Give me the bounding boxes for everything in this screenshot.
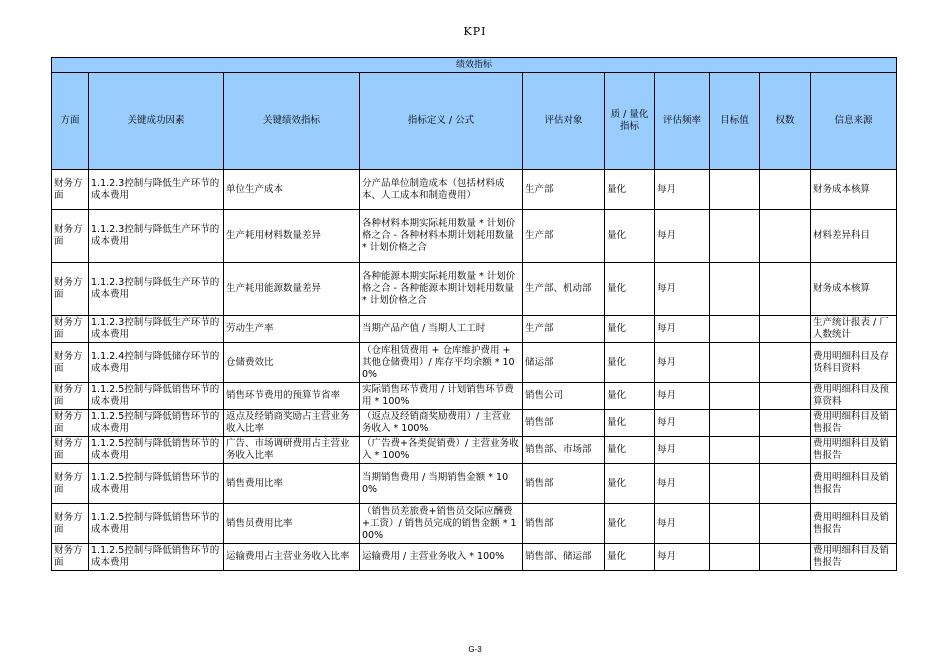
cell-target: [710, 383, 760, 410]
cell-kpi-name: 返点及经销商奖励占主营业务收入比率: [224, 410, 360, 437]
table-header-row: [52, 73, 897, 170]
cell-info-source: 生产统计报表 / 厂人数统计: [811, 316, 897, 343]
cell-evaluatee: 储运部: [523, 343, 605, 383]
cell-frequency: 每月: [655, 316, 710, 343]
cell-definition: 运输费用 / 主营业务收入 * 100%: [360, 544, 523, 571]
cell-weight: [760, 343, 811, 383]
cell-evaluatee: 销售部: [523, 504, 605, 544]
cell-definition: （仓库租赁费用 + 仓库维护费用 + 其他仓储费用）/ 库存平均余额 * 100%: [360, 343, 523, 383]
table-row: [52, 464, 897, 504]
cell-frequency: 每月: [655, 210, 710, 263]
cell-frequency: 每月: [655, 263, 710, 316]
cell-key-success-factor: 1.1.2.4控制与降低储存环节的成本费用: [89, 343, 224, 383]
header-quality-quantity: 质 / 量化指标: [605, 73, 655, 170]
cell-definition: 分产品单位制造成本（包括材料成本、人工成本和制造费用）: [360, 170, 523, 210]
cell-key-success-factor: 1.1.2.5控制与降低销售环节的成本费用: [89, 504, 224, 544]
cell-weight: [760, 383, 811, 410]
cell-target: [710, 316, 760, 343]
cell-evaluatee: 生产部: [523, 316, 605, 343]
cell-evaluatee: 销售部、市场部: [523, 437, 605, 464]
cell-weight: [760, 464, 811, 504]
cell-target: [710, 170, 760, 210]
table-row: [52, 263, 897, 316]
header-target: 目标值: [710, 73, 760, 170]
cell-kpi-name: 广告、市场调研费用占主营业务收入比率: [224, 437, 360, 464]
table-row: [52, 504, 897, 544]
cell-quality-quantity: 量化: [605, 263, 655, 316]
cell-aspect: 财务方面: [52, 210, 89, 263]
cell-frequency: 每月: [655, 437, 710, 464]
cell-kpi-name: 仓储费效比: [224, 343, 360, 383]
cell-weight: [760, 544, 811, 571]
cell-quality-quantity: 量化: [605, 383, 655, 410]
page-title: KPI: [463, 25, 487, 38]
cell-aspect: 财务方面: [52, 504, 89, 544]
cell-key-success-factor: 1.1.2.5控制与降低销售环节的成本费用: [89, 437, 224, 464]
cell-definition: 当期产品产值 / 当期人工工时: [360, 316, 523, 343]
cell-weight: [760, 410, 811, 437]
cell-frequency: 每月: [655, 383, 710, 410]
header-aspect: 方面: [52, 73, 89, 170]
cell-info-source: 费用明细科目及存货科目资料: [811, 343, 897, 383]
table-row: [52, 343, 897, 383]
cell-quality-quantity: 量化: [605, 437, 655, 464]
cell-aspect: 财务方面: [52, 464, 89, 504]
cell-definition: （销售员差旅费+销售员交际应酬费+工资）/ 销售员完成的销售金额 * 100%: [360, 504, 523, 544]
cell-info-source: 费用明细科目及销售报告: [811, 437, 897, 464]
kpi-table: [51, 57, 897, 571]
cell-info-source: 费用明细科目及预算资料: [811, 383, 897, 410]
cell-weight: [760, 263, 811, 316]
cell-definition: 实际销售环节费用 / 计划销售环节费用 * 100%: [360, 383, 523, 410]
cell-info-source: 财务成本核算: [811, 263, 897, 316]
cell-frequency: 每月: [655, 410, 710, 437]
kpi-table-body: [52, 170, 897, 571]
cell-target: [710, 210, 760, 263]
cell-key-success-factor: 1.1.2.5控制与降低销售环节的成本费用: [89, 464, 224, 504]
cell-aspect: 财务方面: [52, 544, 89, 571]
cell-definition: 各种能源本期实际耗用数量 * 计划价格之合 - 各种能源本期计划耗用数量 * 计划价格之合: [360, 263, 523, 316]
cell-definition: 当期销售费用 / 当期销售金额 * 100%: [360, 464, 523, 504]
cell-frequency: 每月: [655, 464, 710, 504]
cell-kpi-name: 运输费用占主营业务收入比率: [224, 544, 360, 571]
cell-target: [710, 263, 760, 316]
cell-weight: [760, 210, 811, 263]
cell-info-source: 费用明细科目及销售报告: [811, 504, 897, 544]
cell-aspect: 财务方面: [52, 170, 89, 210]
cell-weight: [760, 316, 811, 343]
header-info-source: 信息来源: [811, 73, 897, 170]
header-weight: 权数: [760, 73, 811, 170]
cell-aspect: 财务方面: [52, 383, 89, 410]
cell-kpi-name: 销售费用比率: [224, 464, 360, 504]
table-banner: 绩效指标: [52, 58, 897, 73]
cell-weight: [760, 437, 811, 464]
cell-target: [710, 343, 760, 383]
cell-kpi-name: 劳动生产率: [224, 316, 360, 343]
cell-target: [710, 464, 760, 504]
cell-target: [710, 410, 760, 437]
cell-aspect: 财务方面: [52, 437, 89, 464]
cell-frequency: 每月: [655, 504, 710, 544]
cell-evaluatee: 销售部: [523, 464, 605, 504]
cell-key-success-factor: 1.1.2.5控制与降低销售环节的成本费用: [89, 383, 224, 410]
cell-quality-quantity: 量化: [605, 170, 655, 210]
cell-key-success-factor: 1.1.2.5控制与降低销售环节的成本费用: [89, 544, 224, 571]
cell-kpi-name: 销售环节费用的预算节省率: [224, 383, 360, 410]
header-kpi: 关键绩效指标: [224, 73, 360, 170]
cell-kpi-name: 销售员费用比率: [224, 504, 360, 544]
cell-definition: （返点及经销商奖励费用）/ 主营业务收入 * 100%: [360, 410, 523, 437]
cell-quality-quantity: 量化: [605, 464, 655, 504]
table-row: [52, 383, 897, 410]
table-row: [52, 210, 897, 263]
header-definition: 指标定义 / 公式: [360, 73, 523, 170]
cell-target: [710, 544, 760, 571]
cell-aspect: 财务方面: [52, 316, 89, 343]
page-footer: G-3: [468, 645, 482, 654]
cell-key-success-factor: 1.1.2.3控制与降低生产环节的成本费用: [89, 170, 224, 210]
cell-info-source: 材料差异科目: [811, 210, 897, 263]
table-row: [52, 437, 897, 464]
cell-aspect: 财务方面: [52, 263, 89, 316]
cell-quality-quantity: 量化: [605, 316, 655, 343]
cell-key-success-factor: 1.1.2.3控制与降低生产环节的成本费用: [89, 316, 224, 343]
cell-quality-quantity: 量化: [605, 343, 655, 383]
table-row: [52, 544, 897, 571]
cell-evaluatee: 生产部: [523, 170, 605, 210]
cell-quality-quantity: 量化: [605, 544, 655, 571]
cell-quality-quantity: 量化: [605, 504, 655, 544]
cell-weight: [760, 170, 811, 210]
cell-evaluatee: 生产部: [523, 210, 605, 263]
cell-info-source: 财务成本核算: [811, 170, 897, 210]
cell-frequency: 每月: [655, 343, 710, 383]
cell-key-success-factor: 1.1.2.3控制与降低生产环节的成本费用: [89, 263, 224, 316]
cell-evaluatee: 销售公司: [523, 383, 605, 410]
cell-quality-quantity: 量化: [605, 410, 655, 437]
cell-evaluatee: 销售部、储运部: [523, 544, 605, 571]
table-row: [52, 410, 897, 437]
cell-frequency: 每月: [655, 170, 710, 210]
cell-key-success-factor: 1.1.2.5控制与降低销售环节的成本费用: [89, 410, 224, 437]
cell-weight: [760, 504, 811, 544]
cell-target: [710, 504, 760, 544]
cell-definition: 各种材料本期实际耗用数量 * 计划价格之合 - 各种材料本期计划耗用数量 * 计划价格之合: [360, 210, 523, 263]
cell-evaluatee: 销售部: [523, 410, 605, 437]
cell-kpi-name: 生产耗用能源数量差异: [224, 263, 360, 316]
cell-definition: （广告费+各类促销费）/ 主营业务收入 * 100%: [360, 437, 523, 464]
header-frequency: 评估频率: [655, 73, 710, 170]
table-row: [52, 316, 897, 343]
cell-info-source: 费用明细科目及销售报告: [811, 464, 897, 504]
header-key-success-factor: 关键成功因素: [89, 73, 224, 170]
cell-quality-quantity: 量化: [605, 210, 655, 263]
header-evaluatee: 评估对象: [523, 73, 605, 170]
cell-kpi-name: 单位生产成本: [224, 170, 360, 210]
table-banner-row: [52, 58, 897, 73]
cell-kpi-name: 生产耗用材料数量差异: [224, 210, 360, 263]
cell-aspect: 财务方面: [52, 343, 89, 383]
cell-info-source: 费用明细科目及销售报告: [811, 544, 897, 571]
cell-key-success-factor: 1.1.2.3控制与降低生产环节的成本费用: [89, 210, 224, 263]
table-row: [52, 170, 897, 210]
cell-aspect: 财务方面: [52, 410, 89, 437]
cell-info-source: 费用明细科目及销售报告: [811, 410, 897, 437]
cell-frequency: 每月: [655, 544, 710, 571]
cell-evaluatee: 生产部、机动部: [523, 263, 605, 316]
cell-target: [710, 437, 760, 464]
